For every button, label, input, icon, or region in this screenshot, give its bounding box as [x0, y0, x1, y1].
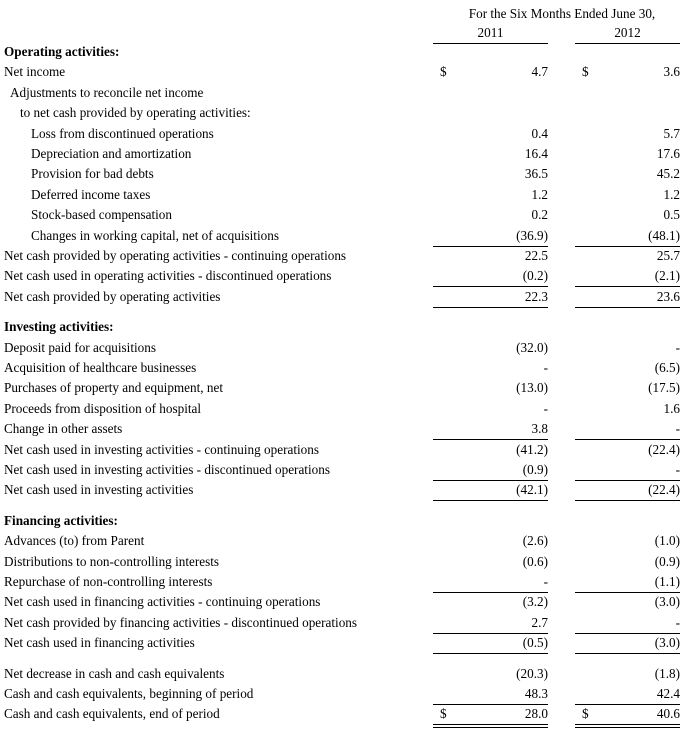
row-label: Net cash used in operating activities - discontinued operations — [4, 268, 332, 284]
value-2011: (36.9) — [516, 227, 548, 243]
value-2011: (32.0) — [516, 339, 548, 355]
table-row — [0, 462, 685, 482]
table-row — [0, 513, 685, 533]
table-row — [0, 289, 685, 309]
value-2012: 42.4 — [656, 686, 680, 701]
subtotal-rule — [575, 286, 680, 287]
subtotal-rule — [433, 500, 548, 501]
row-label: Repurchase of non-controlling interests — [4, 574, 213, 589]
table-row — [0, 268, 685, 288]
value-2012: 3.6 — [663, 64, 680, 80]
subtotal-rule — [575, 500, 680, 501]
subtotal-rule — [433, 653, 548, 654]
section-heading: Operating activities: — [4, 44, 120, 59]
subtotal-rule — [575, 592, 680, 593]
value-2012: (22.4) — [648, 441, 680, 457]
table-row — [0, 105, 685, 125]
table-row — [0, 482, 685, 502]
value-2012: (1.0) — [654, 533, 680, 549]
value-2011: - — [543, 400, 548, 416]
table-row — [0, 126, 685, 146]
value-2012: 17.6 — [656, 146, 680, 161]
table-row — [0, 574, 685, 594]
row-label: Net cash used in financing activities — [4, 635, 195, 651]
section-heading: Financing activities: — [4, 512, 118, 528]
value-2011: (0.2) — [522, 268, 548, 284]
value-2012: 1.6 — [663, 400, 680, 416]
subtotal-rule — [575, 480, 680, 481]
value-2011: 28.0 — [524, 706, 548, 722]
value-2011: 2.7 — [531, 614, 548, 630]
subtotal-rule — [575, 653, 680, 654]
value-2011: (20.3) — [516, 665, 548, 681]
table-row — [0, 319, 685, 339]
table-row — [0, 248, 685, 268]
table-row — [0, 340, 685, 360]
value-2011: (42.1) — [516, 482, 548, 498]
table-row — [0, 666, 685, 686]
value-2011: 16.4 — [524, 146, 548, 161]
subtotal-rule — [575, 439, 680, 440]
row-label: Provision for bad debts — [31, 166, 154, 182]
row-label: Change in other assets — [4, 421, 123, 437]
total-double-rule — [575, 727, 680, 728]
value-2012: (3.0) — [654, 635, 680, 651]
table-row — [0, 554, 685, 574]
value-2011: (0.5) — [522, 635, 548, 651]
value-2011: (41.2) — [516, 441, 548, 457]
table-row — [0, 686, 685, 706]
value-2011: (0.9) — [522, 462, 548, 477]
subtotal-rule — [433, 480, 548, 481]
value-2012: (17.5) — [648, 380, 680, 396]
table-row — [0, 421, 685, 441]
table-row — [0, 166, 685, 186]
subtotal-rule — [575, 704, 680, 705]
row-label: Cash and cash equivalents, beginning of period — [4, 686, 254, 701]
row-label: Net income — [4, 64, 66, 80]
row-label: Acquisition of healthcare businesses — [4, 360, 197, 375]
subtotal-rule — [575, 246, 680, 247]
row-label: Net cash provided by operating activities - continuing operations — [4, 248, 347, 263]
subtotal-rule — [433, 286, 548, 287]
value-2011: 4.7 — [531, 64, 548, 80]
row-label: Cash and cash equivalents, end of period — [4, 706, 220, 722]
table-row — [0, 85, 685, 105]
value-2012: 5.7 — [663, 125, 680, 141]
table-row — [0, 187, 685, 207]
value-2012: 23.6 — [656, 288, 680, 304]
column-header-2012: 2012 — [614, 25, 641, 40]
value-2012: - — [675, 421, 680, 437]
value-2011: (3.2) — [522, 594, 548, 610]
row-label: Stock-based compensation — [31, 207, 172, 223]
subtotal-rule — [433, 307, 548, 308]
value-2012: (22.4) — [648, 482, 680, 498]
currency-symbol-2012: $ — [582, 706, 589, 722]
row-label: Net cash used in investing activities — [4, 482, 194, 498]
total-double-rule — [433, 724, 548, 725]
value-2012: - — [675, 339, 680, 355]
subtotal-rule — [433, 439, 548, 440]
value-2012: (1.8) — [654, 665, 680, 681]
row-label: Net cash provided by financing activities - discontinued operations — [4, 614, 358, 630]
value-2011: 22.5 — [524, 248, 548, 263]
value-2012: 0.5 — [663, 207, 680, 223]
row-label: Proceeds from disposition of hospital — [4, 400, 202, 416]
table-row — [0, 442, 685, 462]
currency-symbol-2012: $ — [582, 64, 589, 80]
total-double-rule — [575, 724, 680, 725]
value-2012: 1.2 — [663, 186, 680, 202]
currency-symbol-2011: $ — [440, 706, 447, 722]
value-2011: 0.2 — [531, 207, 548, 223]
value-2012: (2.1) — [654, 268, 680, 284]
table-row — [0, 401, 685, 421]
value-2012: 45.2 — [656, 166, 680, 182]
table-row — [0, 44, 685, 64]
row-label: Depreciation and amortization — [31, 146, 192, 161]
row-label: Loss from discontinued operations — [31, 125, 214, 141]
value-2012: - — [675, 462, 680, 477]
value-2011: 22.3 — [524, 288, 548, 304]
value-2011: (0.6) — [522, 553, 548, 569]
value-2012: (48.1) — [648, 227, 680, 243]
value-2011: (13.0) — [516, 380, 548, 396]
subtotal-rule — [433, 633, 548, 634]
value-2012: 25.7 — [656, 248, 680, 263]
subtotal-rule — [433, 246, 548, 247]
value-2011: - — [543, 360, 548, 375]
subtotal-rule — [433, 592, 548, 593]
value-2012: (1.1) — [654, 574, 680, 589]
value-2012: 40.6 — [656, 706, 680, 722]
value-2012: (3.0) — [654, 594, 680, 610]
column-header-2011: 2011 — [477, 25, 504, 40]
value-2011: - — [543, 574, 548, 589]
table-row — [0, 380, 685, 400]
table-row — [0, 635, 685, 655]
table-row — [0, 207, 685, 227]
row-label: Distributions to non-controlling interests — [4, 553, 220, 569]
table-row — [0, 533, 685, 553]
table-row — [0, 594, 685, 614]
section-heading: Investing activities: — [4, 319, 114, 335]
value-2011: 36.5 — [524, 166, 548, 182]
value-2012: (6.5) — [654, 360, 680, 375]
row-label: Deferred income taxes — [31, 186, 151, 202]
value-2012: (0.9) — [654, 553, 680, 569]
currency-symbol-2011: $ — [440, 64, 447, 80]
row-label: Purchases of property and equipment, net — [4, 380, 223, 396]
subtotal-rule — [433, 704, 548, 705]
row-label: Adjustments to reconcile net income — [10, 84, 204, 100]
row-label: Net decrease in cash and cash equivalents — [4, 665, 225, 681]
total-double-rule — [433, 727, 548, 728]
value-2011: (2.6) — [522, 533, 548, 549]
row-label: to net cash provided by operating activities: — [20, 105, 251, 121]
value-2011: 48.3 — [524, 686, 548, 701]
value-2012: - — [675, 614, 680, 630]
table-row — [0, 615, 685, 635]
table-row — [0, 706, 685, 726]
column-header-period: For the Six Months Ended June 30, — [468, 6, 656, 21]
row-label: Net cash used in investing activities - continuing operations — [4, 441, 319, 457]
row-label: Advances (to) from Parent — [4, 533, 145, 549]
table-row — [0, 64, 685, 84]
subtotal-rule — [575, 633, 680, 634]
row-label: Net cash provided by operating activities — [4, 288, 221, 304]
value-2011: 1.2 — [531, 186, 548, 202]
value-2011: 3.8 — [531, 421, 548, 437]
value-2011: 0.4 — [531, 125, 548, 141]
row-label: Net cash used in financing activities - continuing operations — [4, 594, 321, 610]
row-label: Net cash used in investing activities - discontinued operations — [4, 462, 330, 477]
subtotal-rule — [575, 307, 680, 308]
row-label: Deposit paid for acquisitions — [4, 339, 156, 355]
table-row — [0, 228, 685, 248]
row-label: Changes in working capital, net of acquisitions — [31, 227, 279, 243]
table-row — [0, 146, 685, 166]
table-row — [0, 360, 685, 380]
